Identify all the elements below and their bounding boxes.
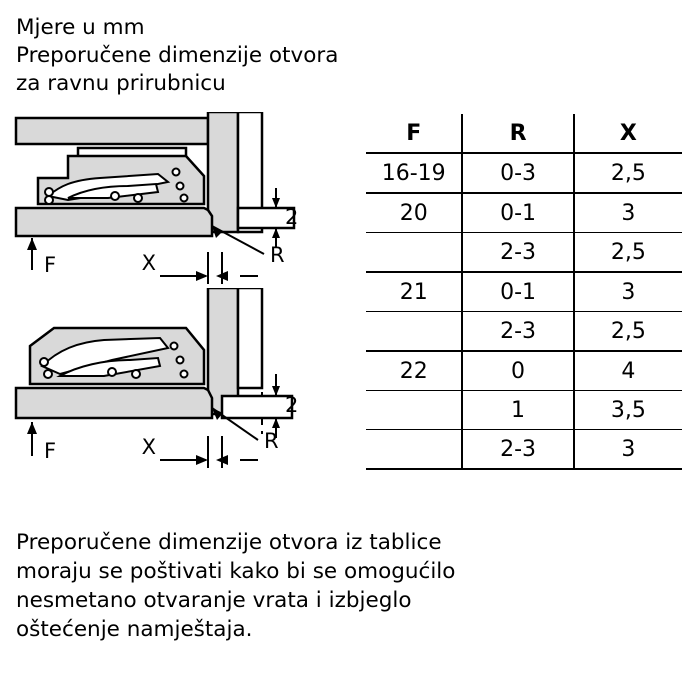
footnote-line-4: oštećenje namještaja. — [16, 617, 253, 642]
cell-x: 2,5 — [574, 233, 682, 273]
cell-x: 4 — [574, 351, 682, 391]
table-row — [366, 272, 682, 312]
cell-x: 3 — [574, 193, 682, 233]
fig-bottom-x-label: X — [141, 435, 156, 459]
cell-f: 21 — [366, 272, 462, 312]
cell-r: 1 — [462, 391, 573, 430]
cell-x: 2,5 — [574, 312, 682, 352]
footnote-line-3: nesmetano otvaranje vrata i izbjeglo — [16, 588, 412, 613]
fig-bottom-r-label: R — [264, 429, 279, 453]
cell-x: 3 — [574, 430, 682, 470]
cell-x: 2,5 — [574, 153, 682, 193]
table-header-f: F — [366, 114, 462, 153]
figure-flat-flange-bottom — [8, 288, 358, 482]
table-row — [366, 351, 682, 391]
cell-f — [366, 233, 462, 273]
cell-f — [366, 430, 462, 470]
fig-top-f-label: F — [44, 253, 57, 277]
table-header-r: R — [462, 114, 573, 153]
title-line-2: Preporučene dimenzije otvora — [16, 43, 339, 68]
cell-x: 3,5 — [574, 391, 682, 430]
table-row — [366, 153, 682, 193]
cell-f — [366, 391, 462, 430]
table-header-row — [366, 114, 682, 153]
fig-top-gap-label: 2 — [285, 205, 299, 229]
cell-r: 0 — [462, 351, 573, 391]
table-row — [366, 430, 682, 470]
cell-f — [366, 312, 462, 352]
cell-f: 20 — [366, 193, 462, 233]
cell-r: 0-3 — [462, 153, 573, 193]
fig-top-r-label: R — [270, 243, 285, 267]
table-row — [366, 233, 682, 273]
title-line-3: za ravnu prirubnicu — [16, 71, 226, 96]
table-row — [366, 391, 682, 430]
cell-r: 0-1 — [462, 193, 573, 233]
footnote-line-2: moraju se poštivati kako bi se omogućilo — [16, 559, 456, 584]
figure-flat-flange-top — [8, 112, 358, 292]
cell-f: 22 — [366, 351, 462, 391]
fig-bottom-f-label: F — [44, 439, 57, 463]
table-header-x: X — [619, 120, 637, 146]
table-row — [366, 312, 682, 352]
instruction-paragraph — [16, 528, 486, 644]
title-line-1: Mjere u mm — [16, 15, 145, 40]
cell-r: 2-3 — [462, 233, 573, 273]
page-title — [16, 14, 486, 98]
cell-r: 0-1 — [462, 272, 573, 312]
cell-r: 2-3 — [462, 430, 573, 470]
cell-f: 16-19 — [366, 153, 462, 193]
fig-top-x-label: X — [141, 251, 156, 275]
cell-r: 2-3 — [462, 312, 573, 352]
dimensions-table — [366, 114, 682, 470]
table-row — [366, 193, 682, 233]
footnote-line-1: Preporučene dimenzije otvora iz tablice — [16, 530, 442, 555]
cell-x: 3 — [574, 272, 682, 312]
fig-bottom-gap-label: 2 — [285, 393, 299, 417]
